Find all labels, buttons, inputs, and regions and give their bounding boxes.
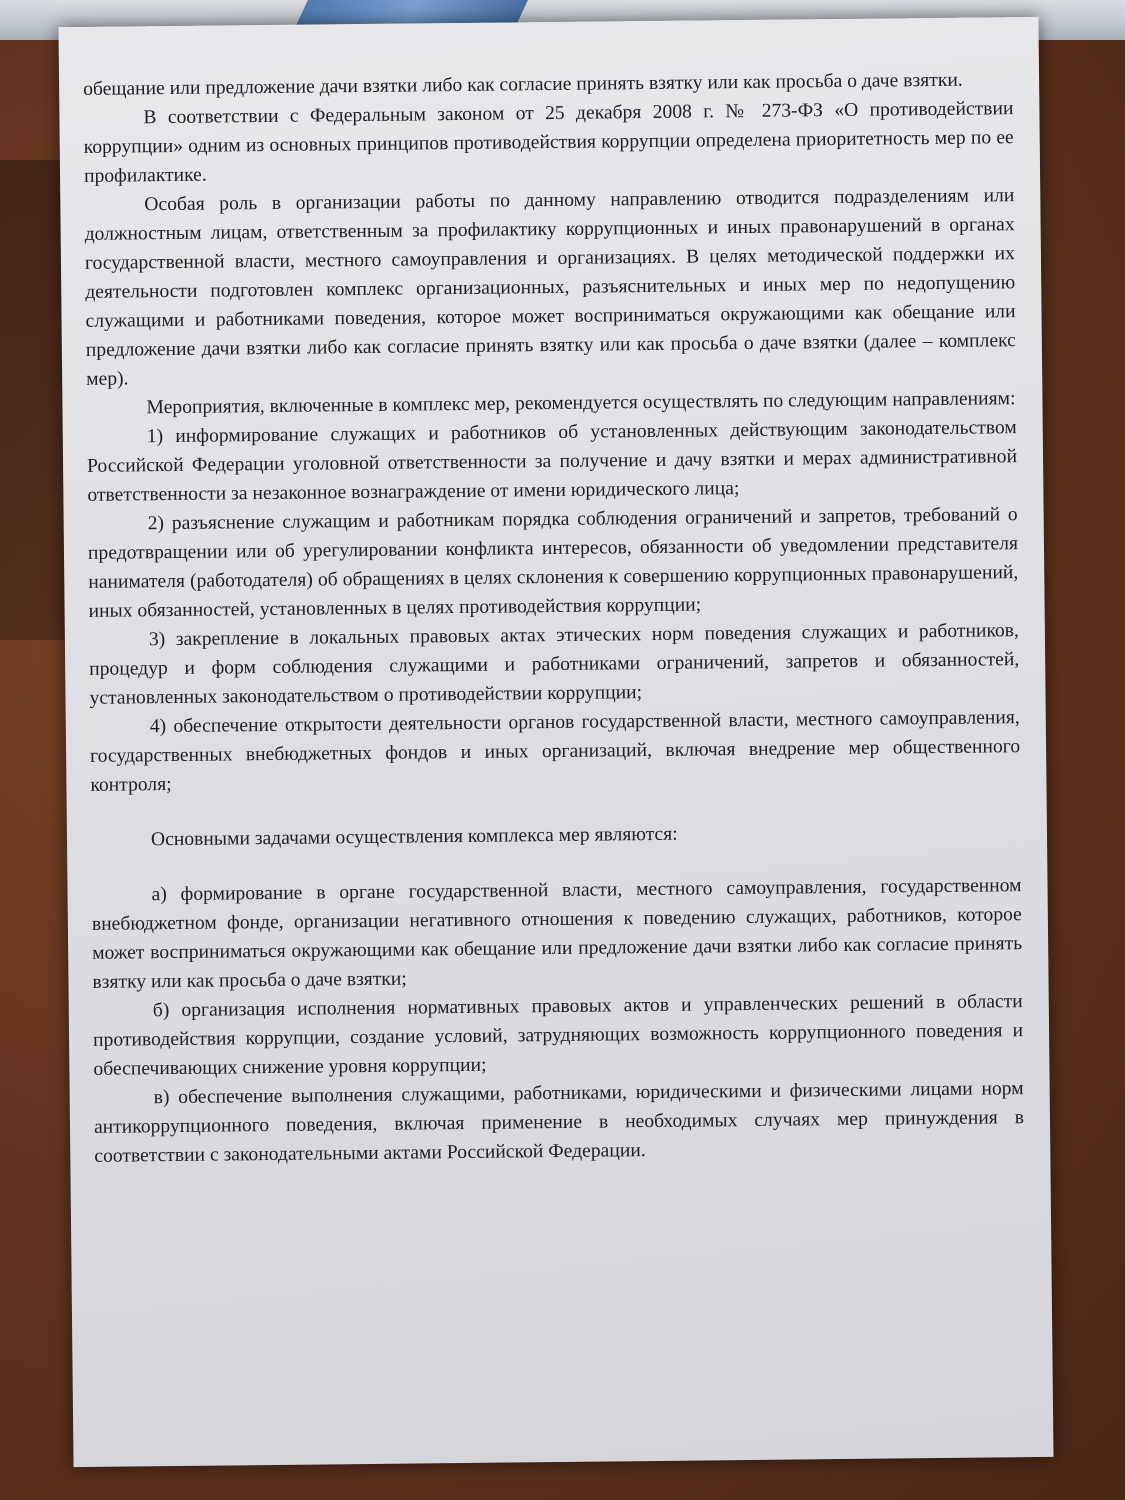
paragraph-4: Мероприятия, включенные в комплекс мер, рекомендуется осуществлять по следующим направлениям: — [146, 388, 1016, 419]
list-item-4: 4) обеспечение открытости деятельности органов государственной власти, местного самоуправления, государственных внебюджетных фондов и иных организаций, включая внедрение мер общественного контроля; — [90, 707, 1021, 796]
paragraph-1: обещание или предложение дачи взятки либо как согласие принять взятку или как просьба о даче взятки. — [83, 69, 963, 100]
task-item-c: в) обеспечение выполнения служащими, работниками, юридическими и физическими лицами норм антикоррупционного поведения, включая применение в необходимых случаях мер принуждения в соответствии с законодательными актами Российской Федерации. — [93, 1078, 1025, 1167]
paragraph-3: Особая роль в организации работы по данному направлению отводится подразделениям или должностным лицам, ответственным за профилактику коррупционных и иных правонарушений в органах государственной власти, местного самоуправления и организациях. В целях методической поддержки их деятельности подготовлен комплекс организационных, разъяснительных и иных мер по недопущению служащими и работниками поведения, которое может восприниматься окружающими как обещание или предложение дачи взятки либо как согласие принять взятку или как просьба о даче взятки (далее – комплекс мер). — [84, 185, 1016, 390]
list-item-1: 1) информирование служащих и работников об установленных действующим законодательством Российской Федерации уголовной ответственности за получение и дачу взятки и мерах административной ответственности за незаконное вознаграждение от имени юридического лица; — [86, 417, 1018, 506]
list-item-3: 3) закрепление в локальных правовых актах этических норм поведения служащих и работников, процедур и форм соблюдения служащими и работниками ограничений, запретов и обязанностей, установленных законодательством о противодействии коррупции; — [89, 620, 1020, 709]
desk-shadow — [0, 160, 70, 640]
task-item-a: а) формирование в органе государственной власти, местного самоуправления, государственном внебюджетном фонде, организации негативного отношения к поведению служащих, работников, которое может восприниматься окружающими как обещание или предложение дачи взятки либо как согласие принять взятку или как просьба о даче взятки; — [91, 875, 1023, 993]
list-item-2: 2) разъяснение служащим и работникам порядка соблюдения ограничений и запретов, требований о предотвращении или об урегулировании конфликта интересов, обязанности об уведомлении представителя нанимателя (работодателя) об обращениях в целях склонения к совершению коррупционных правонарушений, иных обязанностей, установленных в целях противодействия коррупции; — [87, 504, 1019, 622]
paragraph-2: В соответствии с Федеральным законом от 25 декабря 2008 г. № 273-ФЗ «О противодействии коррупции» одним из основных принципов противодействия коррупции определена приоритетность мер по ее профилактике. — [83, 98, 1014, 187]
tasks-heading: Основными задачами осуществления комплекса мер являются: — [150, 823, 678, 851]
document-body — [83, 65, 1024, 1171]
task-item-b: б) организация исполнения нормативных правовых актов и управленческих решений в области противодействия коррупции, создание условий, затрудняющих возможность коррупционного поведения и обеспечивающих снижение уровня коррупции; — [92, 991, 1024, 1080]
paper-sheet — [58, 17, 1053, 1467]
